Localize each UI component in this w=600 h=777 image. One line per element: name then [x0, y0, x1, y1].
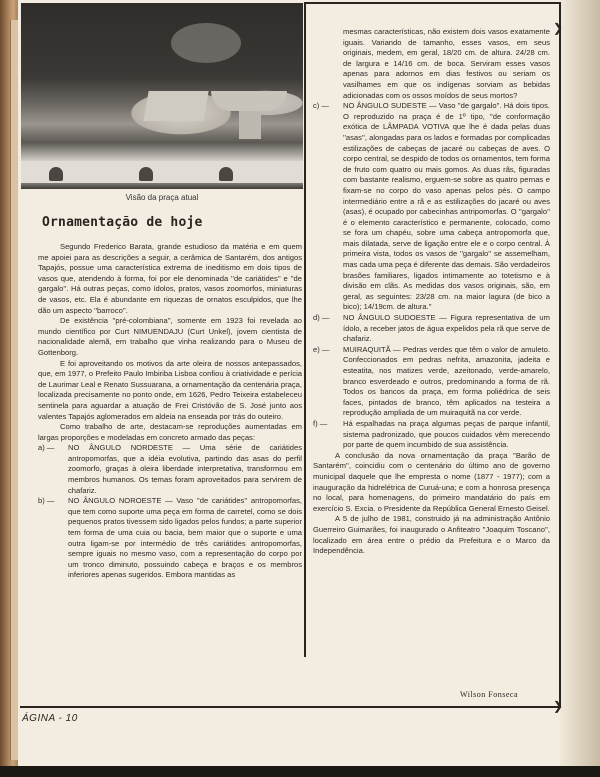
frame-border-bottom	[20, 706, 561, 708]
list-text: MUIRAQUITÃ — Pedras verdes que têm o valor de amuleto. Confeccionados em pedras nefrita, amazonita, jadeita e esteatita, nos matizes verde, azeitonado, verde-amarelo, branco esverdeado e outros, predominando a forma de rã. Todos os bancos da praça, em forma poliédrica de seis faces, pintados de branco, têm aplicados na testeira a reprodução ampliada de um muiraquitã na cor verde.	[343, 344, 550, 418]
list-marker: d) —	[313, 313, 330, 323]
photo-building	[143, 91, 208, 121]
right-column	[313, 27, 550, 557]
bottom-shadow	[0, 766, 600, 777]
frame-border-top	[304, 2, 561, 4]
author-signature: Wilson Fonseca	[460, 690, 519, 699]
list-marker: a) —	[38, 443, 55, 453]
list-text: Há espalhadas na praça algumas peças de parque infantil, sistema padronizado, que poucos cuidados vêm merecendo por parte de quem incumbido de sua assistência.	[343, 418, 550, 450]
list-item	[38, 443, 302, 496]
list-marker: c) —	[313, 101, 330, 111]
list-text: NO ÂNGULO NORDESTE — Uma série de cariátides antropomorfas, que a idéia evolutiva, partindo das asas do perfil zoomorfo, graças à oleira liberdade interpretativa, transformou em membros humanos. Os temas foram aproveitados para servirem de chafariz.	[68, 443, 302, 495]
photo-sky	[171, 23, 241, 63]
photo-ornament	[219, 167, 233, 181]
photo-wall	[21, 161, 303, 183]
list-marker: b) —	[38, 496, 55, 506]
photo-ornament	[139, 167, 153, 181]
paragraph: Segundo Frederico Barata, grande estudioso da matéria e em quem me apoiei para as descrições a seguir, a cerâmica de Santarém, dos antigos Tapajós, possue uma característica extrema de ineditismo em dois tipos de vasos que, atendendo à forma, foi por ele denominada ''de cariátides'' e ''de gargalo''. Há outras peças, como ídolos, pratos, vasos zoomorfos, miniaturas de vasos, etc. Ela é abundante em riquezas de ornatos esculpidos, que lhe dão um aspecto ''barroco''.	[38, 242, 302, 315]
list-text: NO ÂNGULO SUDESTE — Vaso ''de gargalo''. Há dois tipos. O reproduzido na praça é de 1º tipo, ''de conformação exótica de LÂMPADA VOTIVA que lhe é dada pelas duas ''asas'', alongadas para os lados e formadas por complicadas estilizações de cabeças de jacaré ou cabeças de aves. O corpo central, se despido de todos os ornamentos, tem forma de fruto com quatro ou mais gomos. As duas rãs, figuradas com bastante realismo, erguem-se sobre as quatro pernas e fixam-se no corpo do vaso apenas pelos pés. O campo intermediário entre a rã e as estilizações do jacaré ou aves (asas), é ocupado por cabecinhas antripomorfas. O ''gargalo'' é o elemento característico e permanente, colocado, como se fora um chapéu, sobre uma cabeça antropomorfa que, mais dilatada, serve de ligação entre ele e o corpo central. À primeira vista, todos os vasos de ''gargalo'' se assemelham, mas cada uma peça é diferente das demais. São verdadeiros brasões familiares, ligados intimamente ao totetismo e à divisão em clãs. As medidas dos vasos originais, são, em geral, as seguintes: 23/28 cm. na maior lagura (de bico a bico); 14/19cm. de altura.''	[343, 101, 550, 312]
photo-fountain-base	[239, 111, 261, 139]
frame-border-right	[559, 2, 561, 708]
paragraph: A 5 de julho de 1981, construido já na administração Antônio Guerreiro Guimarães, foi inaugurado o Anfiteatro ''Joaquim Toscano'', localizado em área entre o prédio da Prefeitura e o Marco da Independência.	[313, 514, 550, 556]
list-text: NO ÂNGULO SUDOESTE — Figura representativa de um ídolo, a receber jatos de água expelidos pela rã que serve de chafariz.	[343, 313, 550, 344]
plaza-photo	[21, 3, 303, 189]
photo-fountain-bowl	[211, 91, 287, 111]
page-number: ÁGINA - 10	[22, 713, 78, 724]
list-marker: f) —	[313, 418, 328, 428]
list-item	[313, 419, 550, 451]
list-item	[313, 313, 550, 345]
paragraph: De existência ''pré-colombiana'', somente em 1923 foi revelada ao mundo científico por Curt NIMUENDAJU (Curt Unkel), jovem cientista de nacionalidade alemã, em trabalho que vinha realizando para o Museu de Gottenborg.	[38, 316, 302, 357]
paragraph: Como trabalho de arte, destacam-se reproduções aumentadas em largas proporções e modeladas em concreto armado das peças:	[38, 422, 302, 442]
list-item	[313, 101, 550, 313]
list-item	[313, 345, 550, 419]
article-heading: Ornamentação de hoje	[42, 215, 203, 230]
page-curl-shadow	[560, 0, 600, 766]
photo-caption: Visão da praça atual	[125, 193, 199, 202]
frame-border-left	[304, 2, 306, 657]
frame-notch: ❯	[553, 21, 564, 35]
photo-ornament	[49, 167, 63, 181]
list-text: NO ÂNGULO NOROESTE — Vaso ''de cariátides'' antropomorfas, que tem como suporte uma peça em forma de carretel, como se dois pequenos pratos tivessem sido ligados pelos fundos; a parte superior tem forma de uma cuia ou bacia, bem maior que o suporte e uma outra ligam-se por intermédio de três cariátides antropomorfas, sempre iguais no mesmo vaso, com a representação do corpo por um tronco diminuto, possuindo cabeça e braços e os membros inferiores apenas sugeridos. Embora mantidas as	[68, 496, 302, 580]
frame-notch: ❯	[553, 699, 564, 713]
left-column	[38, 242, 302, 581]
paragraph: mesmas características, não existem dois vasos exatamente iguais. Variando de tamanho, esses vasos, em seus originais, medem, em geral, 18/20 cm. de altura. 24/28 cm. de largura e 14/16 cm. de boca. Serviram esses vasos apenas para adornos em dias festivos ou seriam os vasilhames em que os indígenas sorviam as bebidas adicionadas com os ossos moídos de seus mortos?	[343, 27, 550, 100]
list-item	[38, 496, 302, 581]
paragraph: A conclusão da nova ornamentação da praça ''Barão de Santarém'', coincidiu com o centenário do último ano de governo municipal daquele que lhe empresta o nome (1877 - 1977); com a inauguração da hidrelétrica de Curuá-una; e com a honrosa presença no local, para homenagens, do primeiro mandatário do país em exercício S. Excia. o Presidente da República General Ernesto Geisel.	[313, 450, 550, 513]
list-marker: e) —	[313, 344, 330, 354]
paragraph: E foi aproveitando os motivos da arte oleira de nossos antepassados, que, em 1977, o Prefeito Paulo Imbiriba Lisboa confiou à criatividade e perícia de Laurimar Leal e Renato Sussuarana, a ornamentação da centenária praça, localizada precisamente no ponto onde, em 1626, Pedro Teixeira estabeleceu sentinela para aguardar a atuação de Frei Cristóvão de S. José junto aos valentes Tapajós aglomerados em aldeia na enseada por trás do outeiro.	[38, 358, 302, 421]
